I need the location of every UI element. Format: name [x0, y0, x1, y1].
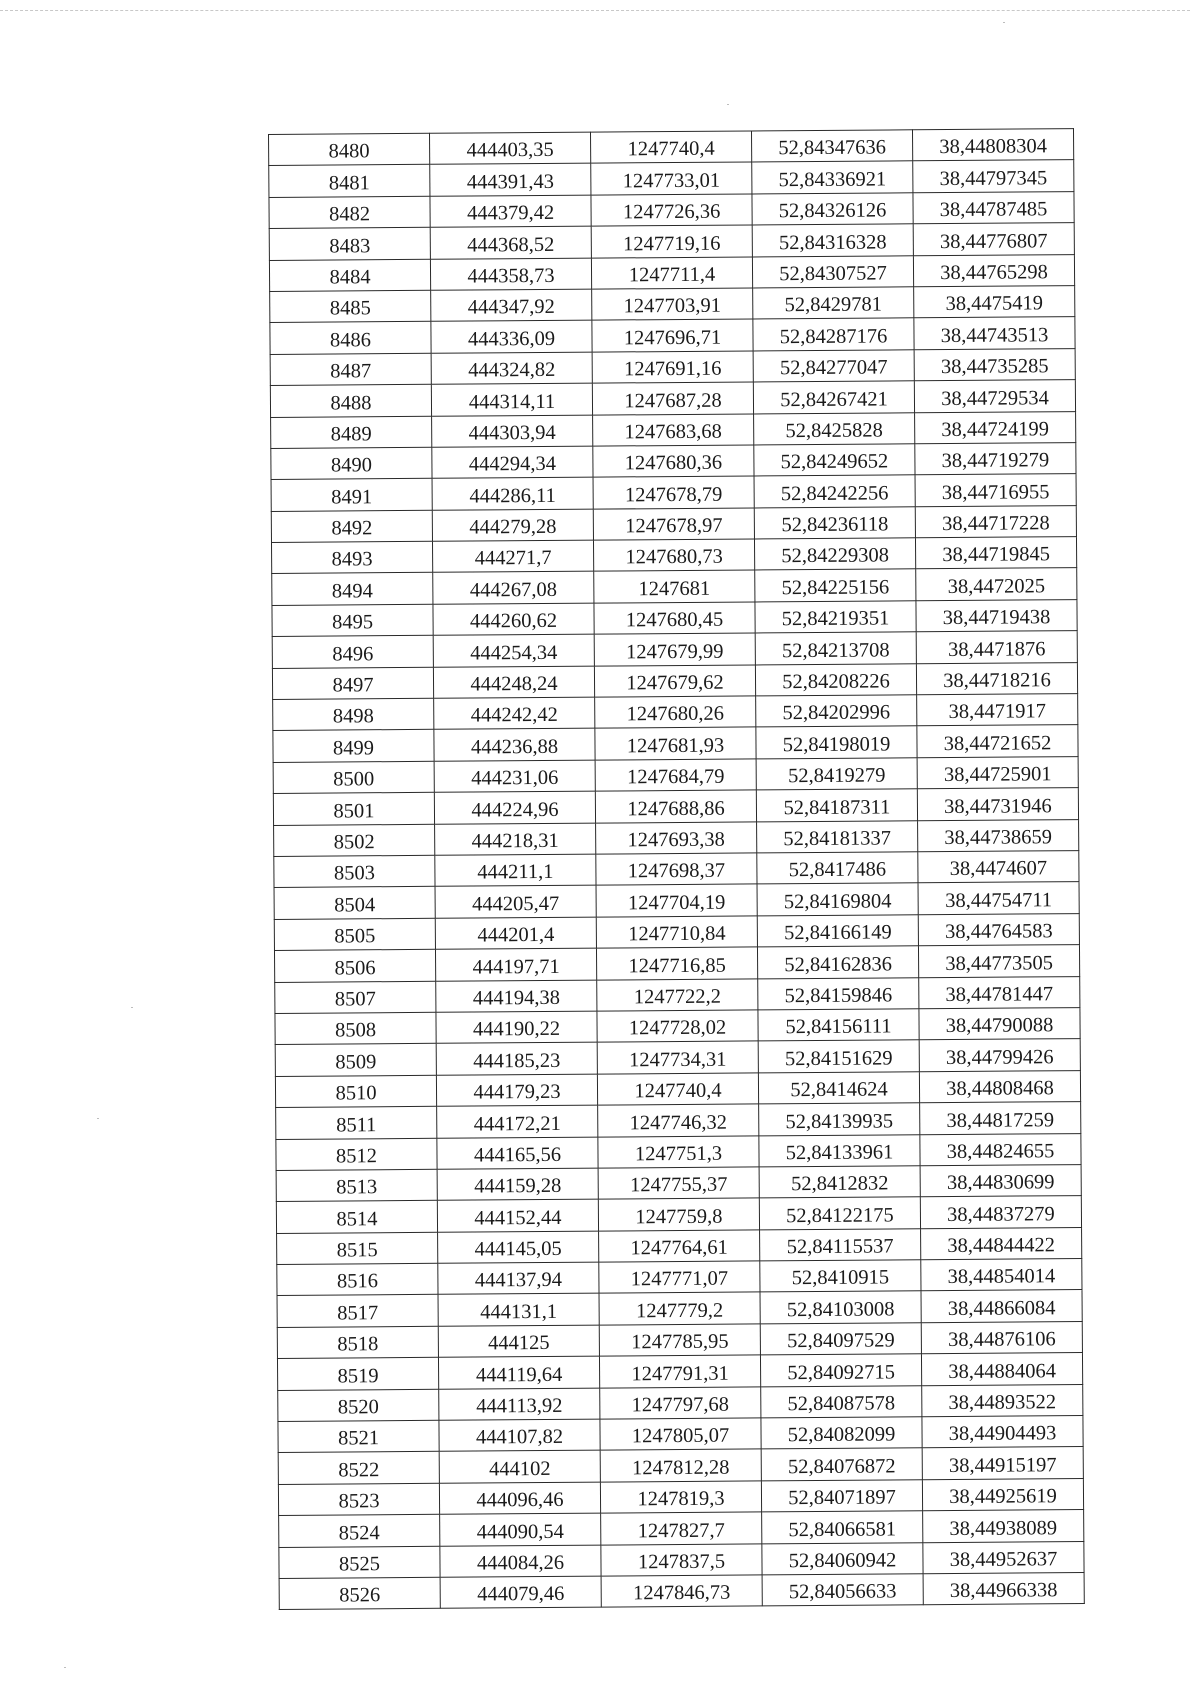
latitude-cell: 52,8410915	[760, 1260, 921, 1293]
x-coordinate-cell: 444379,42	[430, 195, 591, 228]
latitude-cell: 52,8425828	[754, 412, 915, 445]
latitude-cell: 52,84219351	[755, 601, 916, 634]
longitude-cell: 38,44876106	[921, 1321, 1082, 1354]
x-coordinate-cell: 444303,94	[432, 415, 593, 448]
longitude-cell: 38,44790088	[919, 1008, 1080, 1041]
x-coordinate-cell: 444152,44	[437, 1199, 598, 1232]
point-number-cell: 8526	[279, 1577, 440, 1610]
point-number-cell: 8498	[273, 698, 434, 731]
x-coordinate-cell: 444172,21	[437, 1105, 598, 1138]
latitude-cell: 52,84202996	[756, 695, 917, 728]
longitude-cell: 38,44884064	[921, 1353, 1082, 1386]
point-number-cell: 8523	[278, 1483, 439, 1516]
latitude-cell: 52,84092715	[760, 1354, 921, 1387]
y-coordinate-cell: 1247680,73	[593, 539, 754, 572]
longitude-cell: 38,44781447	[919, 976, 1080, 1009]
y-coordinate-cell: 1247680,45	[594, 602, 755, 635]
point-number-cell: 8491	[271, 479, 432, 512]
x-coordinate-cell: 444231,06	[434, 760, 595, 793]
table-row	[272, 662, 1077, 699]
table-row	[269, 254, 1074, 291]
scan-speck	[1003, 22, 1005, 23]
latitude-cell: 52,84198019	[756, 726, 917, 759]
point-number-cell: 8520	[278, 1389, 439, 1422]
table-row	[270, 348, 1075, 385]
y-coordinate-cell: 1247698,37	[596, 853, 757, 886]
latitude-cell: 52,84326126	[752, 193, 913, 226]
y-coordinate-cell: 1247827,7	[601, 1512, 762, 1545]
latitude-cell: 52,8419279	[756, 758, 917, 791]
x-coordinate-cell: 444391,43	[430, 164, 591, 197]
document-page	[268, 134, 1068, 1610]
point-number-cell: 8504	[274, 887, 435, 920]
table-row	[277, 1353, 1082, 1390]
latitude-cell: 52,84076872	[761, 1448, 922, 1481]
y-coordinate-cell: 1247733,01	[591, 162, 752, 195]
table-row	[269, 160, 1074, 197]
latitude-cell: 52,84267421	[753, 381, 914, 414]
latitude-cell: 52,84159846	[758, 977, 919, 1010]
coordinates-table	[268, 128, 1085, 1610]
point-number-cell: 8499	[273, 730, 434, 763]
longitude-cell: 38,44808468	[919, 1070, 1080, 1103]
y-coordinate-cell: 1247710,84	[596, 916, 757, 949]
table-row	[279, 1541, 1084, 1578]
y-coordinate-cell: 1247764,61	[599, 1230, 760, 1263]
table-row	[273, 756, 1078, 793]
x-coordinate-cell: 444403,35	[429, 132, 590, 165]
longitude-cell: 38,44735285	[914, 348, 1075, 381]
longitude-cell: 38,44718216	[916, 662, 1077, 695]
latitude-cell: 52,84187311	[756, 789, 917, 822]
x-coordinate-cell: 444279,28	[432, 509, 593, 542]
table-row	[276, 1196, 1081, 1233]
longitude-cell: 38,44904493	[922, 1416, 1083, 1449]
point-number-cell: 8494	[272, 573, 433, 606]
latitude-cell: 52,84122175	[759, 1197, 920, 1230]
longitude-cell: 38,44830699	[920, 1164, 1081, 1197]
x-coordinate-cell: 444254,34	[433, 634, 594, 667]
x-coordinate-cell: 444145,05	[438, 1231, 599, 1264]
point-number-cell: 8508	[275, 1012, 436, 1045]
point-number-cell: 8484	[269, 259, 430, 292]
table-row	[274, 882, 1079, 919]
table-row	[275, 1008, 1080, 1045]
x-coordinate-cell: 444224,96	[434, 791, 595, 824]
point-number-cell: 8493	[271, 541, 432, 574]
table-row	[271, 442, 1076, 479]
longitude-cell: 38,44724199	[915, 411, 1076, 444]
latitude-cell: 52,84208226	[755, 663, 916, 696]
latitude-cell: 52,8417486	[757, 852, 918, 885]
table-row	[275, 976, 1080, 1013]
table-row	[271, 411, 1076, 448]
longitude-cell: 38,44719845	[915, 537, 1076, 570]
x-coordinate-cell: 444190,22	[436, 1011, 597, 1044]
y-coordinate-cell: 1247746,32	[598, 1104, 759, 1137]
longitude-cell: 38,44719438	[916, 599, 1077, 632]
scan-speck	[64, 1667, 66, 1668]
coordinates-table-body	[269, 129, 1085, 1610]
table-row	[272, 599, 1077, 636]
longitude-cell: 38,44893522	[922, 1384, 1083, 1417]
y-coordinate-cell: 1247678,79	[593, 476, 754, 509]
longitude-cell: 38,44738659	[918, 819, 1079, 852]
latitude-cell: 52,84082099	[761, 1417, 922, 1450]
longitude-cell: 38,44729534	[914, 380, 1075, 413]
point-number-cell: 8483	[269, 227, 430, 260]
longitude-cell: 38,44721652	[917, 725, 1078, 758]
point-number-cell: 8503	[274, 855, 435, 888]
y-coordinate-cell: 1247728,02	[597, 1010, 758, 1043]
table-row	[274, 945, 1079, 982]
longitude-cell: 38,44716955	[915, 474, 1076, 507]
y-coordinate-cell: 1247679,99	[594, 633, 755, 666]
longitude-cell: 38,4471917	[917, 694, 1078, 727]
table-row	[269, 223, 1074, 260]
latitude-cell: 52,84162836	[757, 946, 918, 979]
table-row	[277, 1227, 1082, 1264]
y-coordinate-cell: 1247779,2	[599, 1292, 760, 1325]
x-coordinate-cell: 444248,24	[433, 666, 594, 699]
longitude-cell: 38,44915197	[922, 1447, 1083, 1480]
y-coordinate-cell: 1247711,4	[591, 257, 752, 290]
latitude-cell: 52,8412832	[759, 1166, 920, 1199]
latitude-cell: 52,84287176	[753, 318, 914, 351]
y-coordinate-cell: 1247805,07	[600, 1418, 761, 1451]
longitude-cell: 38,44797345	[913, 160, 1074, 193]
x-coordinate-cell: 444271,7	[432, 540, 593, 573]
y-coordinate-cell: 1247680,26	[595, 696, 756, 729]
longitude-cell: 38,44866084	[921, 1290, 1082, 1323]
point-number-cell: 8481	[269, 165, 430, 198]
latitude-cell: 52,84277047	[753, 350, 914, 383]
x-coordinate-cell: 444267,08	[433, 572, 594, 605]
y-coordinate-cell: 1247812,28	[600, 1449, 761, 1482]
table-row	[271, 474, 1076, 511]
scan-speck	[727, 104, 729, 105]
y-coordinate-cell: 1247680,36	[593, 445, 754, 478]
x-coordinate-cell: 444294,34	[432, 446, 593, 479]
point-number-cell: 8489	[271, 416, 432, 449]
table-row	[275, 1039, 1080, 1076]
x-coordinate-cell: 444165,56	[437, 1137, 598, 1170]
x-coordinate-cell: 444084,26	[440, 1545, 601, 1578]
latitude-cell: 52,84236118	[754, 506, 915, 539]
table-row	[273, 725, 1078, 762]
x-coordinate-cell: 444201,4	[435, 917, 596, 950]
x-coordinate-cell: 444324,82	[431, 352, 592, 385]
longitude-cell: 38,44765298	[913, 254, 1074, 287]
x-coordinate-cell: 444125	[438, 1325, 599, 1358]
latitude-cell: 52,84307527	[752, 255, 913, 288]
table-row	[276, 1102, 1081, 1139]
table-row	[276, 1133, 1081, 1170]
latitude-cell: 52,84156111	[758, 1009, 919, 1042]
y-coordinate-cell: 1247679,62	[594, 665, 755, 698]
longitude-cell: 38,44725901	[917, 756, 1078, 789]
point-number-cell: 8513	[276, 1169, 437, 1202]
y-coordinate-cell: 1247693,38	[596, 822, 757, 855]
latitude-cell: 52,84213708	[755, 632, 916, 665]
latitude-cell: 52,8414624	[758, 1071, 919, 1104]
latitude-cell: 52,8429781	[753, 287, 914, 320]
point-number-cell: 8485	[270, 290, 431, 323]
table-row	[278, 1478, 1083, 1515]
longitude-cell: 38,44938089	[923, 1510, 1084, 1543]
x-coordinate-cell: 444347,92	[431, 289, 592, 322]
longitude-cell: 38,44966338	[923, 1573, 1084, 1606]
latitude-cell: 52,84103008	[760, 1291, 921, 1324]
latitude-cell: 52,84097529	[760, 1323, 921, 1356]
y-coordinate-cell: 1247740,4	[590, 131, 751, 164]
point-number-cell: 8502	[274, 824, 435, 857]
y-coordinate-cell: 1247683,68	[593, 413, 754, 446]
x-coordinate-cell: 444079,46	[440, 1576, 601, 1609]
latitude-cell: 52,84056633	[762, 1574, 923, 1607]
y-coordinate-cell: 1247734,31	[597, 1041, 758, 1074]
x-coordinate-cell: 444185,23	[436, 1042, 597, 1075]
latitude-cell: 52,84087578	[761, 1385, 922, 1418]
latitude-cell: 52,84229308	[754, 538, 915, 571]
latitude-cell: 52,84133961	[759, 1134, 920, 1167]
latitude-cell: 52,84249652	[754, 444, 915, 477]
longitude-cell: 38,44754711	[918, 882, 1079, 915]
longitude-cell: 38,44854014	[921, 1259, 1082, 1292]
point-number-cell: 8492	[271, 510, 432, 543]
latitude-cell: 52,84151629	[758, 1040, 919, 1073]
x-coordinate-cell: 444218,31	[435, 823, 596, 856]
point-number-cell: 8510	[275, 1075, 436, 1108]
x-coordinate-cell: 444197,71	[435, 948, 596, 981]
point-number-cell: 8524	[279, 1514, 440, 1547]
longitude-cell: 38,44776807	[913, 223, 1074, 256]
table-row	[274, 851, 1079, 888]
point-number-cell: 8495	[272, 604, 433, 637]
point-number-cell: 8480	[269, 133, 430, 166]
table-row	[273, 788, 1078, 825]
y-coordinate-cell: 1247688,86	[595, 790, 756, 823]
latitude-cell: 52,84181337	[757, 820, 918, 853]
point-number-cell: 8515	[277, 1232, 438, 1265]
x-coordinate-cell: 444107,82	[439, 1419, 600, 1452]
table-row	[269, 129, 1074, 166]
longitude-cell: 38,4475419	[914, 286, 1075, 319]
longitude-cell: 38,44764583	[918, 913, 1079, 946]
point-number-cell: 8512	[276, 1138, 437, 1171]
latitude-cell: 52,84115537	[760, 1228, 921, 1261]
table-row	[271, 505, 1076, 542]
y-coordinate-cell: 1247785,95	[599, 1324, 760, 1357]
point-number-cell: 8521	[278, 1420, 439, 1453]
x-coordinate-cell: 444242,42	[434, 697, 595, 730]
longitude-cell: 38,44817259	[920, 1102, 1081, 1135]
table-row	[272, 568, 1077, 605]
longitude-cell: 38,4471876	[916, 631, 1077, 664]
y-coordinate-cell: 1247678,97	[593, 508, 754, 541]
table-row	[276, 1164, 1081, 1201]
y-coordinate-cell: 1247691,16	[592, 351, 753, 384]
longitude-cell: 38,44743513	[914, 317, 1075, 350]
table-row	[271, 537, 1076, 574]
x-coordinate-cell: 444260,62	[433, 603, 594, 636]
x-coordinate-cell: 444358,73	[430, 258, 591, 291]
x-coordinate-cell: 444090,54	[440, 1513, 601, 1546]
point-number-cell: 8516	[277, 1263, 438, 1296]
point-number-cell: 8487	[270, 353, 431, 386]
x-coordinate-cell: 444159,28	[437, 1168, 598, 1201]
y-coordinate-cell: 1247687,28	[592, 382, 753, 415]
y-coordinate-cell: 1247740,4	[597, 1073, 758, 1106]
table-row	[278, 1416, 1083, 1453]
latitude-cell: 52,84225156	[755, 569, 916, 602]
point-number-cell: 8507	[275, 981, 436, 1014]
y-coordinate-cell: 1247797,68	[600, 1387, 761, 1420]
x-coordinate-cell: 444131,1	[438, 1294, 599, 1327]
y-coordinate-cell: 1247771,07	[599, 1261, 760, 1294]
longitude-cell: 38,44719279	[915, 442, 1076, 475]
latitude-cell: 52,84336921	[752, 161, 913, 194]
y-coordinate-cell: 1247759,8	[598, 1198, 759, 1231]
table-row	[275, 1070, 1080, 1107]
y-coordinate-cell: 1247791,31	[599, 1355, 760, 1388]
point-number-cell: 8509	[275, 1044, 436, 1077]
y-coordinate-cell: 1247716,85	[596, 947, 757, 980]
y-coordinate-cell: 1247722,2	[597, 978, 758, 1011]
longitude-cell: 38,44837279	[920, 1196, 1081, 1229]
y-coordinate-cell: 1247704,19	[596, 884, 757, 917]
y-coordinate-cell: 1247719,16	[591, 225, 752, 258]
table-row	[278, 1384, 1083, 1421]
longitude-cell: 38,44952637	[923, 1541, 1084, 1574]
y-coordinate-cell: 1247684,79	[595, 759, 756, 792]
longitude-cell: 38,44808304	[912, 129, 1073, 162]
table-row	[279, 1573, 1084, 1610]
y-coordinate-cell: 1247819,3	[600, 1481, 761, 1514]
x-coordinate-cell: 444194,38	[436, 980, 597, 1013]
y-coordinate-cell: 1247696,71	[592, 319, 753, 352]
point-number-cell: 8511	[276, 1106, 437, 1139]
longitude-cell: 38,44799426	[919, 1039, 1080, 1072]
table-row	[274, 819, 1079, 856]
point-number-cell: 8517	[277, 1295, 438, 1328]
point-number-cell: 8496	[272, 636, 433, 669]
point-number-cell: 8519	[277, 1358, 438, 1391]
longitude-cell: 38,44773505	[918, 945, 1079, 978]
longitude-cell: 38,44824655	[920, 1133, 1081, 1166]
x-coordinate-cell: 444336,09	[431, 320, 592, 353]
table-row	[274, 913, 1079, 950]
y-coordinate-cell: 1247681	[594, 570, 755, 603]
longitude-cell: 38,44731946	[917, 788, 1078, 821]
point-number-cell: 8482	[269, 196, 430, 229]
latitude-cell: 52,84316328	[752, 224, 913, 257]
x-coordinate-cell: 444211,1	[435, 854, 596, 887]
point-number-cell: 8505	[274, 918, 435, 951]
latitude-cell: 52,84139935	[759, 1103, 920, 1136]
table-row	[277, 1259, 1082, 1296]
x-coordinate-cell: 444314,11	[431, 383, 592, 416]
table-row	[277, 1321, 1082, 1358]
x-coordinate-cell: 444113,92	[439, 1388, 600, 1421]
y-coordinate-cell: 1247726,36	[591, 194, 752, 227]
point-number-cell: 8514	[276, 1201, 437, 1234]
point-number-cell: 8500	[273, 761, 434, 794]
x-coordinate-cell: 444368,52	[430, 226, 591, 259]
scan-top-edge	[0, 10, 1190, 11]
x-coordinate-cell: 444096,46	[439, 1482, 600, 1515]
table-row	[270, 380, 1075, 417]
longitude-cell: 38,44925619	[922, 1478, 1083, 1511]
point-number-cell: 8518	[277, 1326, 438, 1359]
table-row	[269, 191, 1074, 228]
point-number-cell: 8506	[274, 949, 435, 982]
table-row	[278, 1447, 1083, 1484]
latitude-cell: 52,84071897	[761, 1480, 922, 1513]
table-row	[272, 631, 1077, 668]
longitude-cell: 38,4472025	[916, 568, 1077, 601]
x-coordinate-cell: 444137,94	[438, 1262, 599, 1295]
point-number-cell: 8490	[271, 447, 432, 480]
longitude-cell: 38,44787485	[913, 191, 1074, 224]
y-coordinate-cell: 1247846,73	[601, 1575, 762, 1608]
point-number-cell: 8522	[278, 1452, 439, 1485]
table-row	[279, 1510, 1084, 1547]
y-coordinate-cell: 1247703,91	[592, 288, 753, 321]
scan-speck	[131, 1007, 133, 1008]
latitude-cell: 52,84169804	[757, 883, 918, 916]
latitude-cell: 52,84066581	[762, 1511, 923, 1544]
y-coordinate-cell: 1247837,5	[601, 1543, 762, 1576]
point-number-cell: 8525	[279, 1546, 440, 1579]
point-number-cell: 8501	[273, 793, 434, 826]
table-row	[277, 1290, 1082, 1327]
scan-speck	[97, 1118, 99, 1119]
point-number-cell: 8497	[272, 667, 433, 700]
longitude-cell: 38,4474607	[918, 851, 1079, 884]
latitude-cell: 52,84242256	[754, 475, 915, 508]
x-coordinate-cell: 444236,88	[434, 729, 595, 762]
x-coordinate-cell: 444119,64	[438, 1356, 599, 1389]
point-number-cell: 8486	[270, 322, 431, 355]
x-coordinate-cell: 444286,11	[432, 477, 593, 510]
y-coordinate-cell: 1247681,93	[595, 727, 756, 760]
latitude-cell: 52,84166149	[757, 915, 918, 948]
x-coordinate-cell: 444102	[439, 1451, 600, 1484]
x-coordinate-cell: 444179,23	[436, 1074, 597, 1107]
y-coordinate-cell: 1247751,3	[598, 1135, 759, 1168]
table-row	[270, 286, 1075, 323]
table-row	[270, 317, 1075, 354]
longitude-cell: 38,44844422	[921, 1227, 1082, 1260]
longitude-cell: 38,44717228	[915, 505, 1076, 538]
y-coordinate-cell: 1247755,37	[598, 1167, 759, 1200]
table-row	[273, 694, 1078, 731]
latitude-cell: 52,84060942	[762, 1542, 923, 1575]
x-coordinate-cell: 444205,47	[435, 885, 596, 918]
point-number-cell: 8488	[270, 384, 431, 417]
latitude-cell: 52,84347636	[751, 130, 912, 163]
